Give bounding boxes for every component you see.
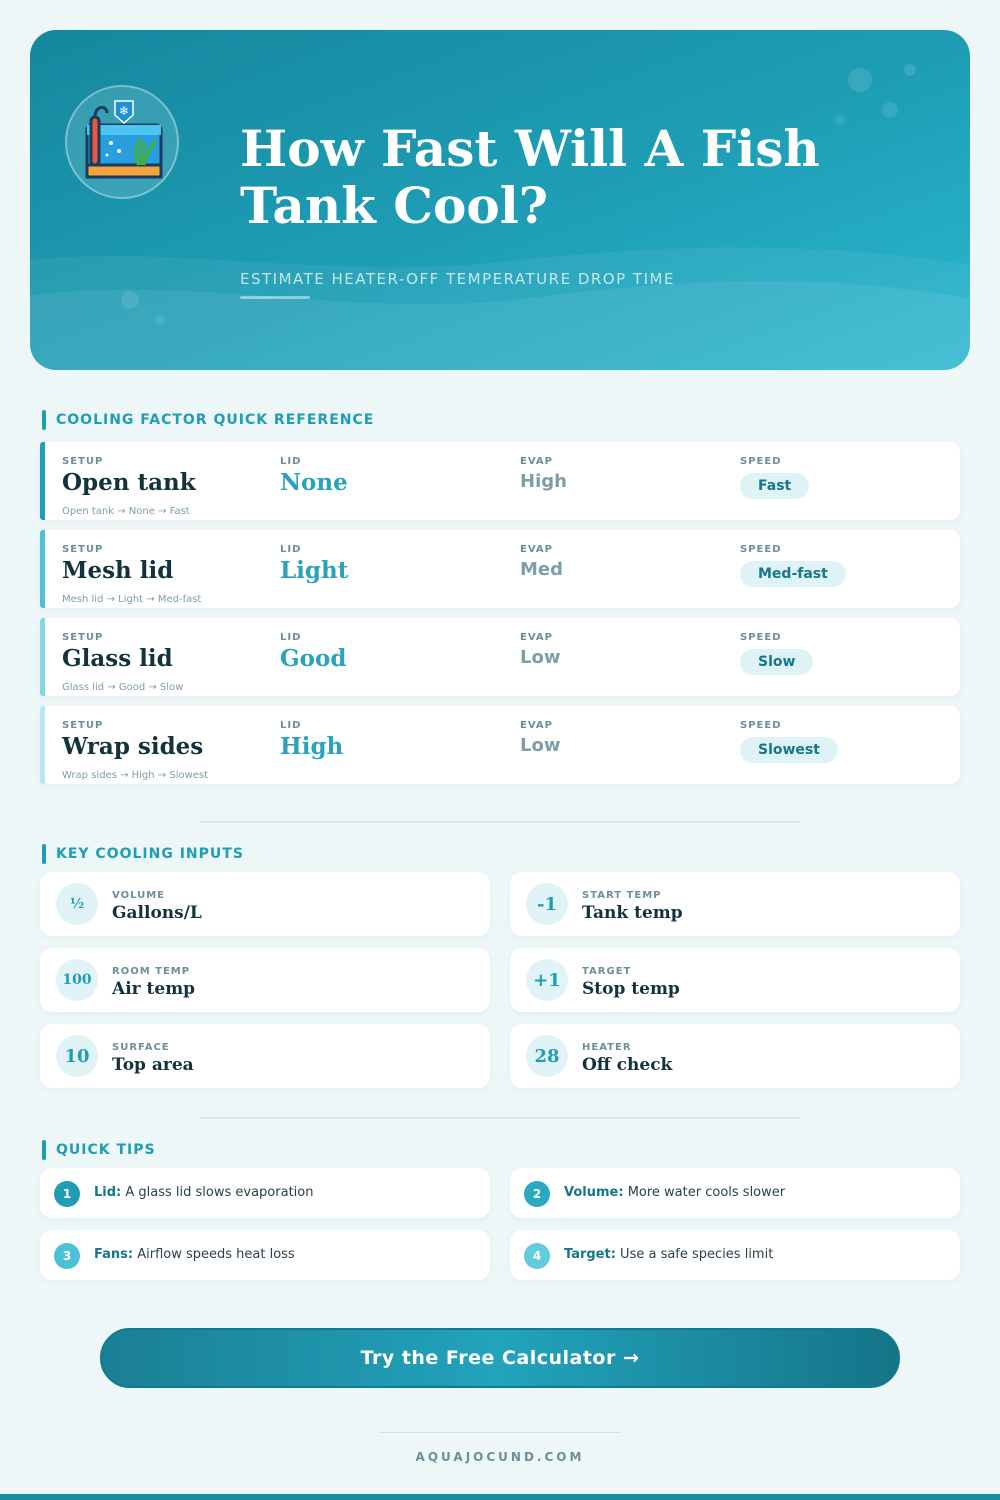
lid-cell [280,456,348,496]
speed-column-label: SPEED [740,720,782,731]
tip-description: More water cools slower [623,1185,786,1200]
evap-value: High [520,471,567,492]
speed-value: Fast [740,473,809,499]
lid-column-label: LID [280,544,302,555]
input-label: TARGET [582,966,632,977]
subtitle-underline [240,296,310,299]
input-badge: ½ [56,883,98,925]
reference-row [40,530,960,608]
evap-column-label: EVAP [520,632,553,643]
tip-keyword: Lid: [94,1185,122,1200]
evap-cell [520,456,567,492]
svg-text:❄: ❄ [118,104,130,118]
input-label: START TEMP [582,890,662,901]
speed-value: Med-fast [740,561,846,587]
lid-column-label: LID [280,720,302,731]
row-caption: Mesh lid → Light → Med-fast [62,594,202,605]
tip-text [94,1247,295,1262]
setup-cell [62,632,173,672]
input-badge: +1 [526,959,568,1001]
lid-cell [280,720,343,760]
setup-value: Glass lid [62,645,173,672]
setup-cell [62,456,196,496]
row-caption: Wrap sides → High → Slowest [62,770,209,781]
speed-cell [740,544,846,587]
row-caption: Open tank → None → Fast [62,506,190,517]
setup-value: Wrap sides [62,733,204,760]
footer-divider [380,1432,620,1433]
lid-column-label: LID [280,632,302,643]
hero-banner [30,30,970,370]
section-divider [200,821,800,823]
evap-column-label: EVAP [520,720,553,731]
tip-text [564,1185,785,1200]
speed-value: Slowest [740,737,838,763]
tip-card [510,1168,960,1218]
tip-number-badge: 3 [54,1243,80,1269]
tip-keyword: Volume: [564,1185,624,1200]
input-value: Air temp [112,979,196,999]
input-card-target [510,948,960,1012]
section-divider [200,1117,800,1119]
evap-cell [520,544,563,580]
setup-cell [62,720,203,760]
row-caption: Glass lid → Good → Slow [62,682,184,693]
section-heading-tips: QUICK TIPS [42,1140,156,1160]
tip-description: Use a safe species limit [615,1247,774,1262]
input-label: VOLUME [112,890,165,901]
input-value: Stop temp [582,979,680,999]
input-card-room-temp [40,948,490,1012]
reference-row [40,618,960,696]
evap-value: Med [520,559,564,580]
setup-value: Mesh lid [62,557,174,584]
tip-keyword: Fans: [94,1247,134,1262]
tip-number-badge: 1 [54,1181,80,1207]
setup-cell [62,544,173,584]
tip-number-badge: 4 [524,1243,550,1269]
input-card-start-temp [510,872,960,936]
input-badge: 28 [526,1035,568,1077]
lid-cell [280,544,348,584]
tip-card [40,1230,490,1280]
input-value: Off check [582,1055,673,1075]
lid-cell [280,632,346,672]
free-calculator-button[interactable]: Try the Free Calculator → [100,1328,900,1388]
row-accent-bar [40,530,45,608]
evap-column-label: EVAP [520,544,553,555]
speed-value: Slow [740,649,813,675]
evap-cell [520,720,560,756]
input-value: Gallons/L [112,903,202,923]
tip-description: A glass lid slows evaporation [121,1185,314,1200]
setup-value: Open tank [62,469,196,496]
evap-value: Low [520,647,561,668]
page-title: How Fast Will A Fish Tank Cool? [240,119,820,235]
evap-value: Low [520,735,561,756]
row-accent-bar [40,618,45,696]
evap-cell [520,632,560,668]
input-value: Tank temp [582,903,683,923]
input-card-heater [510,1024,960,1088]
page-subtitle: ESTIMATE HEATER-OFF TEMPERATURE DROP TIME [240,270,675,288]
input-badge: 10 [56,1035,98,1077]
lid-value: Light [280,557,349,584]
input-value: Top area [112,1055,194,1075]
setup-column-label: SETUP [62,720,104,731]
speed-cell [740,632,813,675]
aquarium-heater-icon [65,85,179,199]
reference-row [40,442,960,520]
input-badge: 100 [56,959,98,1001]
section-heading-reference: COOLING FACTOR QUICK REFERENCE [42,410,374,430]
speed-cell [740,720,838,763]
tip-number-badge: 2 [524,1181,550,1207]
row-accent-bar [40,706,45,784]
tip-card [510,1230,960,1280]
row-accent-bar [40,442,45,520]
speed-column-label: SPEED [740,632,782,643]
setup-column-label: SETUP [62,544,104,555]
bottom-bar [0,1494,1000,1500]
lid-value: Good [280,645,347,672]
tip-keyword: Target: [564,1247,616,1262]
tip-text [564,1247,773,1262]
setup-column-label: SETUP [62,456,104,467]
setup-column-label: SETUP [62,632,104,643]
reference-row [40,706,960,784]
input-card-surface [40,1024,490,1088]
evap-column-label: EVAP [520,456,553,467]
lid-column-label: LID [280,456,302,467]
section-heading-inputs: KEY COOLING INPUTS [42,844,244,864]
input-label: ROOM TEMP [112,966,191,977]
tip-text [94,1185,313,1200]
input-card-volume [40,872,490,936]
speed-column-label: SPEED [740,456,782,467]
speed-cell [740,456,809,499]
tip-description: Airflow speeds heat loss [133,1247,295,1262]
tip-card [40,1168,490,1218]
footer-site-link[interactable]: AQUAJOCUND.COM [415,1450,585,1464]
speed-column-label: SPEED [740,544,782,555]
input-label: HEATER [582,1042,632,1053]
input-badge: -1 [526,883,568,925]
lid-value: None [280,469,348,496]
lid-value: High [280,733,344,760]
input-label: SURFACE [112,1042,170,1053]
